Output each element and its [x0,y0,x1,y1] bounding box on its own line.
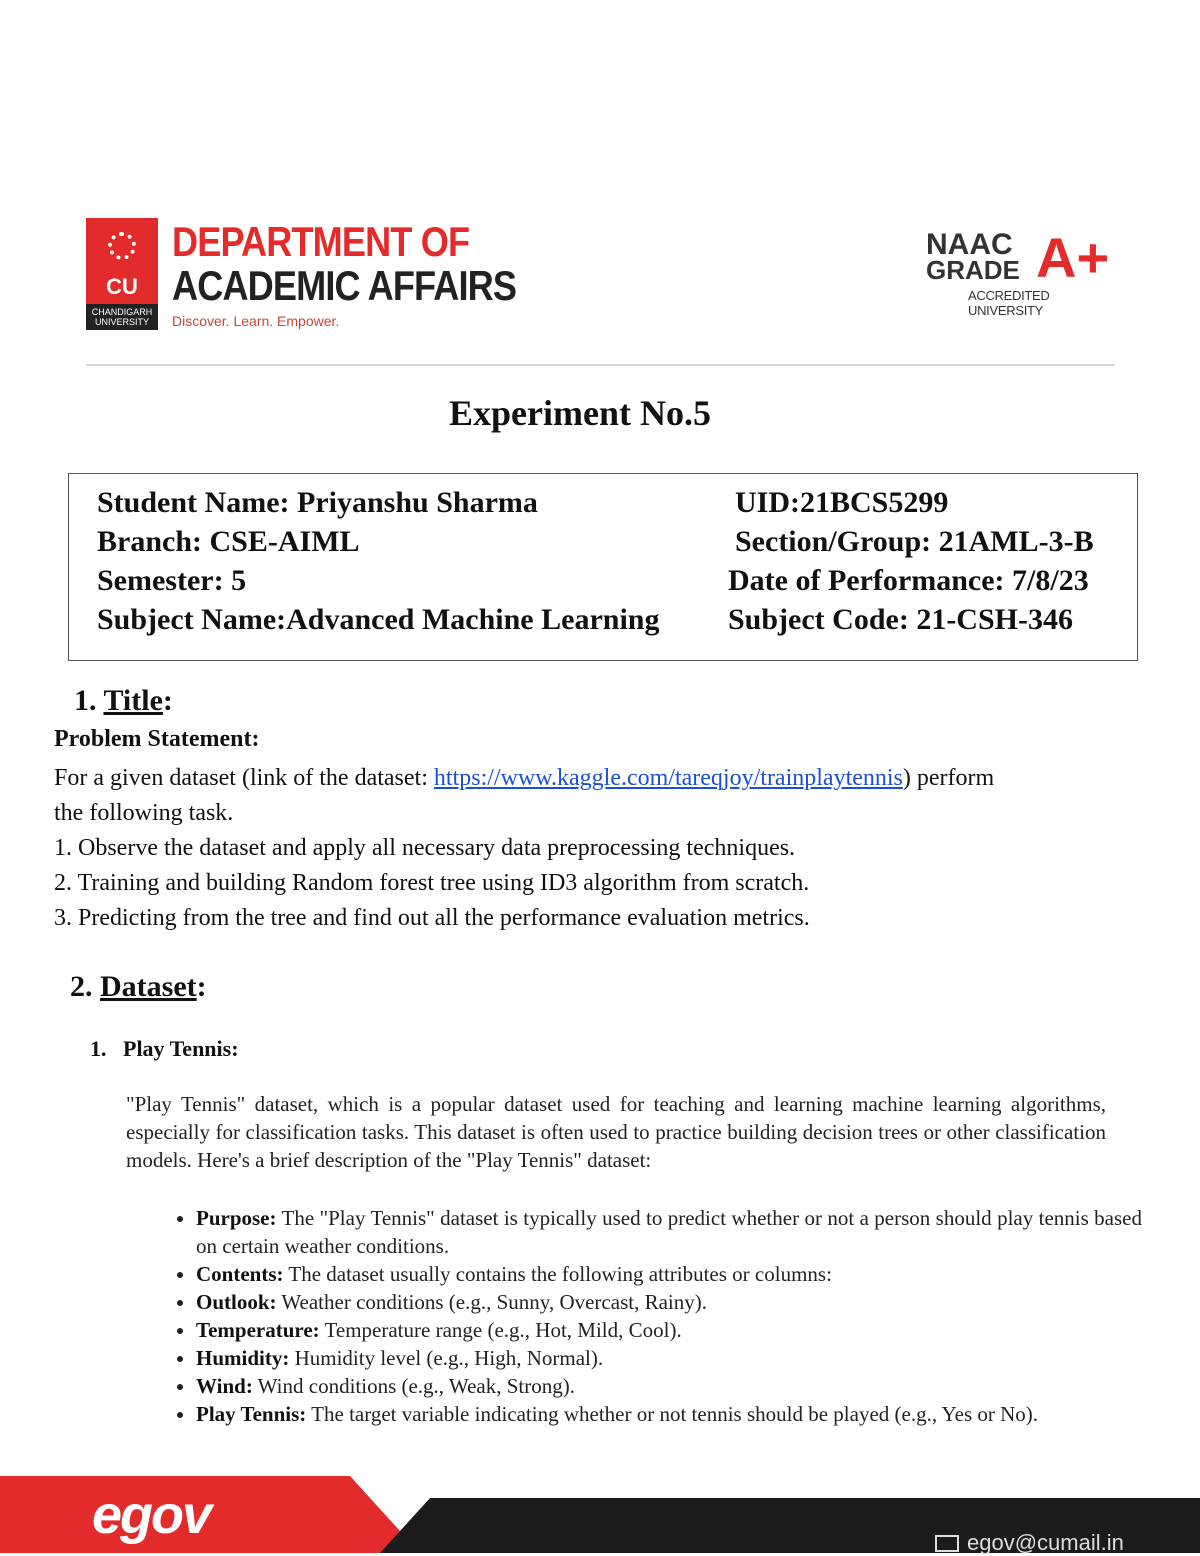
bullet-label: Humidity: [196,1346,290,1370]
bullet-label: Contents: [196,1262,284,1286]
section-2-heading: 2. Dataset: [70,970,207,1003]
student-name: Student Name: Priyanshu Sharma [97,486,538,519]
list-item [196,1344,1142,1372]
tagline: Discover. Learn. Empower. [172,313,340,329]
bullet-text: Temperature range (e.g., Hot, Mild, Cool). [319,1318,682,1342]
footer-email [935,1530,1124,1556]
section-1-title: Title [103,684,163,717]
intro-after-link: ) perform [902,765,995,791]
branch: Branch: CSE-AIML [97,525,360,558]
experiment-title: Experiment No.5 [449,393,711,433]
subsection-heading [90,1036,239,1062]
semester: Semester: 5 [97,564,247,597]
subject-code: Subject Code: 21-CSH-346 [728,603,1073,636]
dataset-link[interactable]: https://www.kaggle.com/tareqjoy/trainplaytennis [433,765,903,791]
footer-banner [0,1476,1200,1553]
department-name [172,220,516,308]
grade-a-plus: A+ [1036,226,1110,289]
problem-intro [54,761,1114,936]
department-line-2: ACADEMIC AFFAIRS [172,262,517,309]
section-1-number: 1. [74,684,97,717]
grade-text: GRADE [926,255,1020,285]
bullet-text: The "Play Tennis" dataset is typically used to predict whether or not a person should play tennis based on certain weather conditions. [196,1206,1142,1258]
problem-statement-label: Problem Statement: [54,726,260,752]
task-item: 3. Predicting from the tree and find out all the performance evaluation metrics. [54,905,810,931]
egov-logo: egov [92,1485,211,1545]
intro-line-2: the following task. [54,800,234,826]
task-item: 2. Training and building Random forest tree using ID3 algorithm from scratch. [54,870,810,896]
section-2-number: 2. [70,970,93,1003]
section-group: Section/Group: 21AML-3-B [735,525,1094,558]
section-1-heading: 1. Title: [74,684,173,717]
dataset-description: "Play Tennis" dataset, which is a popular dataset used for teaching and learning machine learning algorithms, especially for classification tasks. This dataset is often used to practice building decision trees or other classification models. Here's a brief description of the "Play Tennis" dataset: [126,1092,1106,1172]
logo-cu-text: CU [106,274,138,299]
intro-before-link: For a given dataset (link of the dataset: [54,765,434,791]
list-item [196,1288,1142,1316]
list-item [196,1204,1142,1260]
subsection-title: Play Tennis: [123,1036,239,1061]
cu-logo [86,218,158,330]
gear-emblem-icon [108,232,136,260]
bullet-text: Weather conditions (e.g., Sunny, Overcast, Rainy). [276,1290,707,1314]
bullet-text: Humidity level (e.g., High, Normal). [289,1346,604,1370]
date-of-performance: Date of Performance: 7/8/23 [728,564,1089,597]
list-item [196,1400,1142,1428]
list-item [196,1260,1142,1288]
bullet-label: Wind: [196,1374,253,1398]
naac-logo [926,226,1116,318]
dataset-attributes-list [160,1204,1142,1428]
subsection-number: 1. [90,1036,107,1061]
bullet-text: The dataset usually contains the following attributes or columns: [283,1262,832,1286]
section-2-title: Dataset [100,970,197,1003]
logo-university-text: CHANDIGARH UNIVERSITY [91,307,153,327]
naac-text: NAAC [926,228,1013,261]
list-item [196,1316,1142,1344]
bullet-label: Temperature: [196,1318,320,1342]
accredited-text: ACCREDITED UNIVERSITY [968,288,1050,318]
task-item: 1. Observe the dataset and apply all necessary data preprocessing techniques. [54,835,796,861]
bullet-label: Purpose: [196,1206,277,1230]
email-text: egov@cumail.in [967,1530,1124,1555]
bullet-label: Outlook: [196,1290,277,1314]
list-item [196,1372,1142,1400]
department-line-1: DEPARTMENT OF [172,218,470,265]
bullet-text: The target variable indicating whether or not tennis should be played (e.g., Yes or No). [306,1402,1039,1426]
header-divider [86,364,1115,366]
bullet-label: Play Tennis: [196,1402,307,1426]
uid: UID:21BCS5299 [735,486,949,519]
mail-icon [935,1535,959,1552]
student-info-box [68,473,1138,661]
bullet-text: Wind conditions (e.g., Weak, Strong). [252,1374,575,1398]
subject-name: Subject Name:Advanced Machine Learning [97,603,660,636]
